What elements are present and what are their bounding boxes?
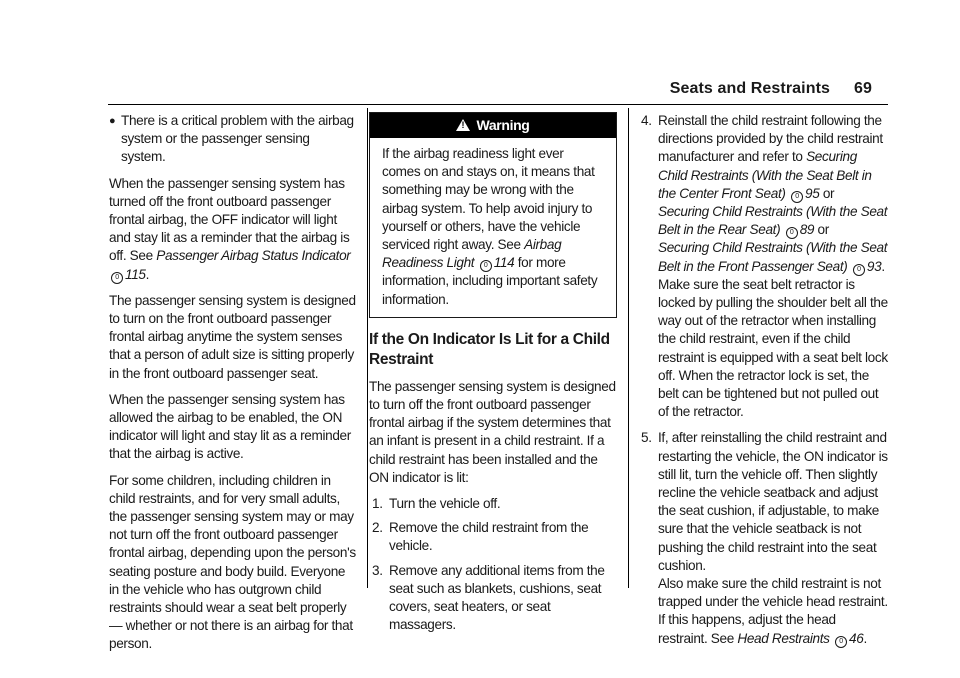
- paragraph: When the passenger sensing system has turned off the front outboard passenger frontal airbag, the OFF indicator will light and stay lit as a reminder that the airbag is off. See Passenger Airbag Status Indicator 0 115.: [109, 175, 351, 282]
- cross-reference-link[interactable]: Head Restraints: [737, 630, 830, 646]
- column-divider: [367, 108, 368, 588]
- warning-icon: [456, 119, 470, 131]
- page-ref[interactable]: 89: [799, 222, 815, 238]
- warning-box: [369, 112, 617, 318]
- steps-list: [369, 495, 617, 634]
- cross-reference-link[interactable]: Securing Child Restraints (With the Seat Belt in the Center Front Seat): [658, 149, 872, 201]
- page-ref-icon: 0: [835, 636, 847, 648]
- warning-body: [370, 138, 616, 317]
- paragraph-text: When the passenger sensing system has turned off the front outboard passenger frontal airbag, the OFF indicator will light and stay lit as a reminder that the airbag is off. See: [109, 175, 350, 264]
- bullet-text: There is a critical problem with the airbag system or the passenger sensing system.: [121, 113, 354, 165]
- paragraph: The passenger sensing system is designed to turn on the front outboard passenger frontal airbag anytime the system senses that a person of adult size is sitting properly in the front outboard passenger seat.: [109, 292, 356, 381]
- list-item: 4. Reinstall the child restraint following the directions provided by the child restraint manufacturer and refer to Securing Child Restraints (With the Seat Belt in the Center Front Seat) 0 95 or Securing Child Restraints (With the Seat Belt in the Rear Seat) 0 89 or Securing Child Restraints (With the Seat Belt in the Front Passenger Seat) 0 93. Make sure the seat belt retractor is locked by pulling the shoulder belt all the way out of the retractor when installing the child restraint, even if the child restraint is equipped with a seat belt lock off. When the retractor lock is set, the belt can be tightened but not pulled out of the retractor.: [638, 112, 888, 421]
- page-ref[interactable]: 46: [849, 630, 864, 646]
- cross-reference-link[interactable]: Securing Child Restraints (With the Seat Belt in the Rear Seat): [658, 204, 888, 238]
- page-ref[interactable]: 115: [125, 266, 146, 282]
- step-note-text: Also make sure the child restraint is not trapped under the vehicle head restraint. If this happens, adjust the head restraint. See: [658, 576, 888, 646]
- page-ref-icon: 0: [791, 191, 803, 203]
- warning-text: If the airbag readiness light ever comes on and stays on, it means that something may be wrong with the airbag system. To help avoid injury to yourself or others, have the vehicle serviced right away. See: [382, 146, 595, 253]
- step-note: Make sure the seat belt retractor is locked by pulling the shoulder belt all the way out of the retractor when installing the child restraint, even if the child restraint is equipped with a seat belt lock off. When the retractor lock is set, the belt can be tightened but not pulled out of the retractor.: [658, 276, 888, 420]
- page-ref-icon: 0: [480, 260, 492, 272]
- step-number: 4.: [641, 113, 652, 128]
- step-number: 2.: [372, 520, 383, 536]
- paragraph: For some children, including children in child restraints, and for very small adults, the passenger sensing system may or may not turn off the front outboard passenger frontal airbag, depending upon the person's seating posture and body build. Everyone in the vehicle who has outgrown child restraints should wear a seat belt properly — whether or not there is an airbag for that person.: [109, 472, 356, 652]
- list-item: [638, 429, 888, 647]
- page-ref[interactable]: 93: [866, 258, 882, 274]
- step-text: or: [814, 222, 829, 238]
- section-heading: If the On Indicator Is Lit for a Child Restraint: [369, 330, 610, 368]
- step-text: Turn the vehicle off.: [389, 496, 501, 512]
- list-item: [369, 495, 617, 513]
- list-item: [369, 562, 617, 635]
- paragraph: The passenger sensing system is designed to turn off the front outboard passenger frontal airbag if the system determines that an infant is present in a child restraint. If a child restraint has been installed and the ON indicator is lit:: [369, 378, 616, 485]
- section-title: Seats and Restraints: [669, 80, 830, 97]
- cross-reference-link[interactable]: Passenger Airbag Status Indicator: [156, 248, 351, 264]
- cross-reference-link[interactable]: Airbag Readiness Light: [382, 237, 562, 271]
- column-2: [369, 112, 617, 640]
- column-3: [638, 112, 888, 656]
- step-text: Remove the child restraint from the vehicle.: [389, 520, 589, 554]
- page-number: 69: [854, 80, 872, 97]
- steps-list: [638, 112, 888, 648]
- warning-header: [370, 113, 616, 138]
- step-text: or: [819, 185, 835, 201]
- step-number: 3.: [372, 562, 383, 578]
- page-ref[interactable]: 114: [493, 255, 515, 271]
- cross-reference-link[interactable]: Securing Child Restraints (With the Seat Belt in the Front Passenger Seat): [658, 240, 888, 274]
- step-text: Reinstall the child restraint following the directions provided by the child restraint manufacturer and refer to: [658, 113, 883, 165]
- warning-title: Warning: [476, 117, 530, 133]
- header-rule: [108, 104, 888, 105]
- page-ref-icon: 0: [853, 264, 865, 276]
- step-text: Remove any additional items from the seat such as blankets, cushions, seat covers, seat heaters, or seat massagers.: [389, 562, 605, 633]
- step-note: Also make sure the child restraint is not trapped under the vehicle head restraint. If this happens, adjust the head restraint. See Head Restraints 0 46.: [658, 576, 888, 646]
- page-ref-icon: 0: [786, 227, 798, 239]
- list-item: [369, 519, 617, 555]
- bullet-icon: ●: [109, 115, 116, 127]
- warning-text: for more information, including important safety information.: [382, 255, 598, 307]
- page-ref[interactable]: 95: [805, 185, 820, 201]
- page-ref-icon: 0: [111, 272, 123, 284]
- bullet-item: [109, 112, 357, 167]
- page-header: [670, 80, 872, 98]
- step-number: 1.: [372, 496, 383, 512]
- step-number: 5.: [641, 430, 652, 446]
- column-divider: [628, 108, 629, 588]
- paragraph: When the passenger sensing system has allowed the airbag to be enabled, the ON indicator will light and stay lit as a reminder that the airbag is active.: [109, 391, 351, 462]
- step-text: If, after reinstalling the child restraint and restarting the vehicle, the ON indicator is still lit, turn the vehicle off. Then slightly recline the vehicle seatback and adjust the seat cushion, if adjustable, to make sure that the vehicle seatback is not pushing the child restraint into the seat cushion.: [658, 430, 888, 573]
- column-1: [109, 112, 357, 662]
